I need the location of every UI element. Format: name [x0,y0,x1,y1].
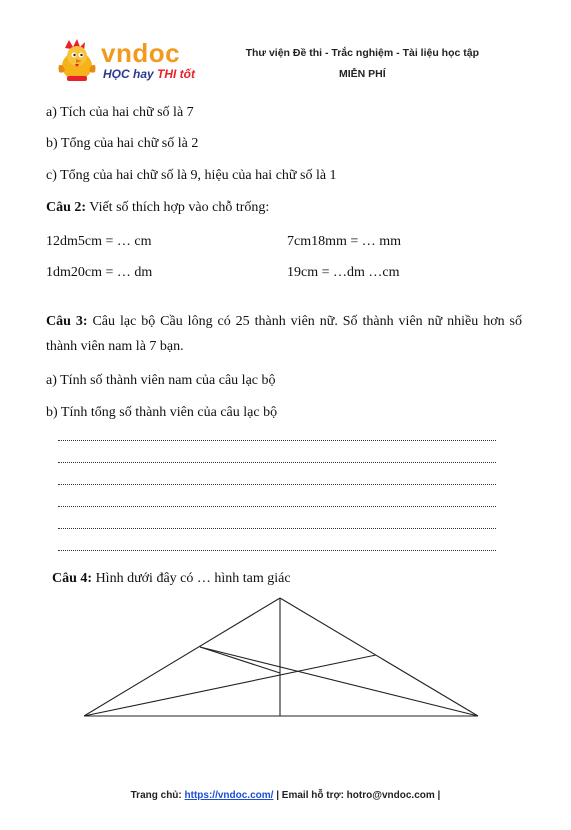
q2-item-2: 7cm18mm = … mm [287,234,402,249]
q2-item-4: 19cm = …dm …cm [287,265,400,280]
q2-prompt [46,199,269,217]
q3-option-b: b) Tính tổng số thành viên của câu lạc bộ [46,405,278,420]
q3-prompt [46,309,522,359]
page-footer [0,790,571,801]
triangle-edge-left [84,598,280,716]
tagline-line-1: Thư viện Đề thi - Trắc nghiệm - Tài liệu học tập [245,47,479,59]
q1-option-b: b) Tổng của hai chữ số là 2 [46,136,199,151]
q2-text: Viết số thích hợp vào chỗ trống: [86,200,270,215]
q1-option-c: c) Tổng của hai chữ số là 9, hiệu của hai chữ số là 1 [46,168,337,183]
footer-home-label: Trang chủ: [130,790,185,801]
answer-line[interactable] [58,506,496,507]
answer-line[interactable] [58,462,496,463]
logo-slogan [103,67,195,81]
page-header [0,0,571,95]
vndoc-logo[interactable] [55,36,205,84]
q4-label: Câu 4: [52,571,93,586]
rooster-mascot-icon [55,36,101,84]
tagline-line-2: MIỄN PHÍ [338,68,386,80]
q3-label: Câu 3: [46,314,88,329]
q4-prompt [52,570,291,588]
q2-item-3: 1dm20cm = … dm [46,265,153,280]
segment-right-to-left-side [200,647,478,716]
q3-option-a: a) Tính số thành viên nam của câu lạc bộ [46,373,276,388]
q2-item-1: 12dm5cm = … cm [46,234,152,249]
slogan-part-b: THI tốt [157,67,196,81]
q1-option-a: a) Tích của hai chữ số là 7 [46,105,194,120]
q3-text: Câu lạc bộ Cầu lông có 25 thành viên nữ. Số thành viên nữ nhiều hơn số thành viên nam là 7 bạn. [46,314,523,354]
header-tagline [246,47,479,80]
answer-line[interactable] [58,528,496,529]
footer-email: | Email hỗ trợ: hotro@vndoc.com | [273,790,441,801]
logo-wordmark: vndoc [101,38,181,68]
answer-line[interactable] [58,440,496,441]
q4-text: Hình dưới đây có … hình tam giác [92,571,291,586]
q2-label: Câu 2: [46,200,87,215]
answer-line[interactable] [58,550,496,551]
slogan-part-a: HỌC hay [103,67,158,81]
segment-left-to-right-side [84,655,376,716]
answer-line[interactable] [58,484,496,485]
triangle-figure [0,590,571,730]
segment-left-side-to-altitude [200,647,280,673]
triangle-edge-right [280,598,478,716]
footer-home-link[interactable]: https://vndoc.com/ [184,790,274,801]
